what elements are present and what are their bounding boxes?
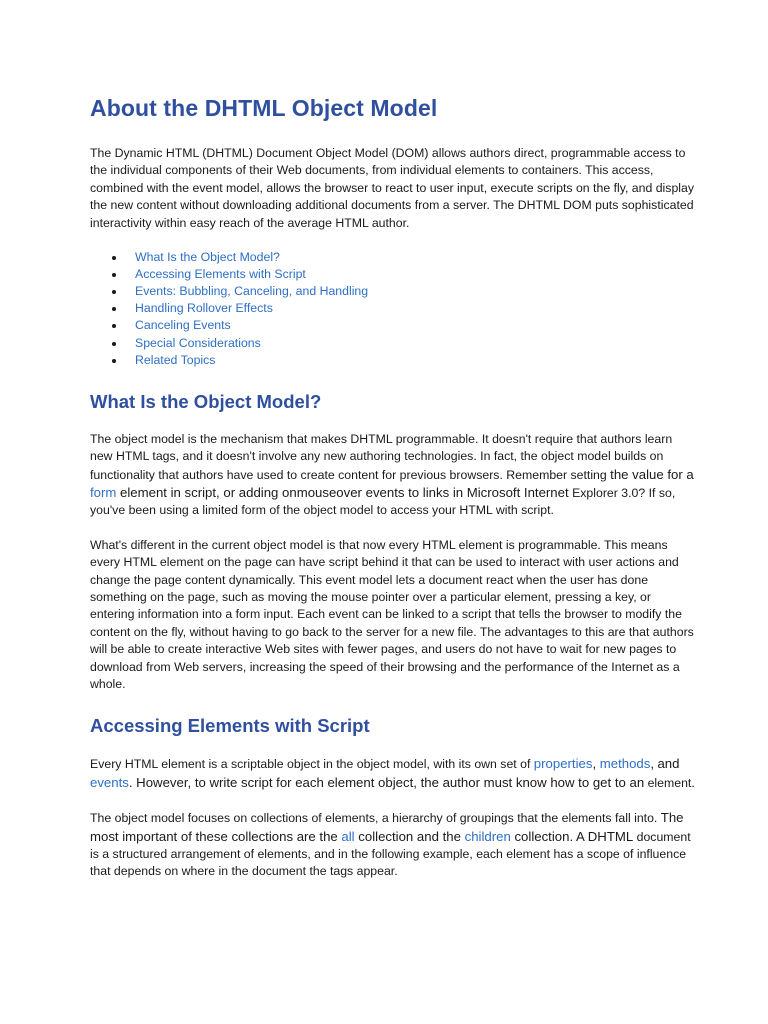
bullet-icon [112,324,116,328]
bullet-icon [112,359,116,363]
toc-link-accessing-elements[interactable]: Accessing Elements with Script [135,267,306,282]
paragraph-text: Every HTML element is a scriptable object in the object model, with its own set of [90,757,534,772]
bullet-icon [112,273,116,277]
paragraph-text: , [650,756,655,772]
toc-link-canceling[interactable]: Canceling Events [135,318,231,333]
paragraph-text: The object model focuses on collections of elements, a hierarchy of groupings that the elements fall into. [90,811,658,826]
paragraph-text: . However, to write script for each element object, the author must know how to get to an [128,774,645,790]
table-of-contents [90,249,698,369]
toc-item [90,300,698,317]
toc-link-rollover[interactable]: Handling Rollover Effects [135,301,273,316]
paragraph-text: document is a structured arrangement of elements, and in the following example, each element has a scope of influence that depends on where in the document the tags appear. [90,829,691,879]
section-heading-object-model: What Is the Object Model? [90,390,322,412]
toc-link-special[interactable]: Special Considerations [135,335,261,350]
paragraph-text: , [592,756,600,772]
methods-link[interactable]: methods [599,756,651,772]
paragraph-text: The most important of these collections are the [90,810,684,844]
toc-link-related[interactable]: Related Topics [135,352,216,367]
accessing-paragraph-1 [90,755,698,792]
properties-link[interactable]: properties [533,756,593,772]
toc-item [90,249,698,266]
bullet-icon [112,290,116,294]
paragraph-text: the value for a [610,466,694,482]
toc-item [90,317,698,334]
form-link[interactable]: form [90,484,117,500]
toc-link-object-model[interactable]: What Is the Object Model? [135,250,280,265]
all-link[interactable]: all [341,828,355,844]
bullet-icon [112,307,116,311]
paragraph-text: element in script, or adding onmouseover events to links in Microsoft Internet [116,484,569,500]
object-model-paragraph-2: What's different in the current object model is that now every HTML element is programmable. This means every HTML element on the page can have script behind it that can be used to interact with user actions and change the page content dynamically. This event model lets a document react when the user has done something on the page, such as moving the mouse pointer over a particular element, pressing a key, or entering information into a form input. Each event can be linked to a script that tells the browser to modify the content on the fly, without having to go back to the server for a new file. The advantages to this are that authors will be able to create interactive Web sites with fewer pages, and users do not have to wait for new pages to download from Web servers, increasing the speed of their browsing and the performance of the Internet as a whole. [90,537,694,691]
intro-paragraph: The Dynamic HTML (DHTML) Document Object Model (DOM) allows authors direct, programmable access to the individual components of their Web documents, from individual elements to containers. This access, combined with the event model, allows the browser to react to user input, execute scripts on the fly, and display the new content without downloading additional documents from a server. The DHTML DOM puts sophisticated interactivity within easy reach of the average HTML author. [90,146,695,230]
page-title: About the DHTML Object Model [90,95,438,121]
bullet-icon [112,342,116,346]
paragraph-text: and [657,756,680,772]
paragraph-text: element. [647,775,695,790]
paragraph-text: collection. A DHTML [510,828,634,844]
toc-item [90,283,698,300]
object-model-paragraph-1 [90,431,698,520]
toc-link-events[interactable]: Events: Bubbling, Canceling, and Handling [135,284,369,299]
events-link[interactable]: events [90,774,129,790]
toc-item [90,335,698,352]
section-heading-accessing-elements: Accessing Elements with Script [90,715,370,737]
toc-item [90,352,698,369]
paragraph-text: collection and the [354,828,465,844]
bullet-icon [112,256,116,260]
paragraph-text: The object model is the mechanism that makes DHTML programmable. It doesn't require that authors learn new HTML tags, and it doesn't involve any new authoring technologies. In fact, the object model builds on functionality that authors have used to create content for previous browsers. Remember setting [90,431,673,482]
accessing-paragraph-2 [90,809,698,881]
children-link[interactable]: children [464,828,511,844]
paragraph-text: Explorer 3.0? If so, you've been using a limited form of the object model to access your HTML with script. [90,485,676,518]
toc-item [90,266,698,283]
